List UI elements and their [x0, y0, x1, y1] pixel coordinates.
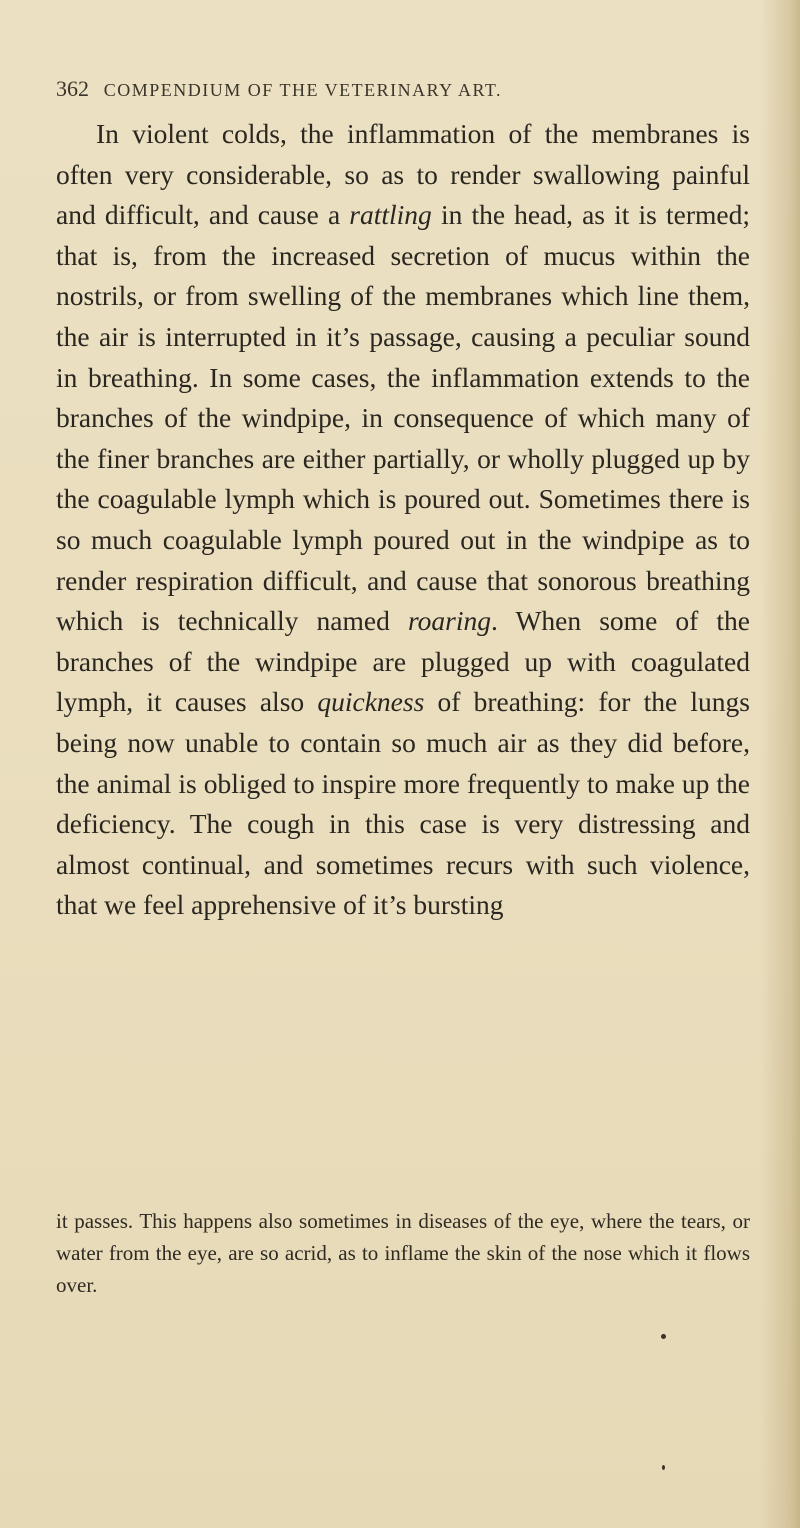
text-run: In violent colds, the inflammation of the membranes is often very considerable, so as to render swallowing painful and difficult, and cause a	[56, 118, 750, 231]
paper-speck	[661, 1334, 666, 1339]
italic-term-quickness: quickness	[317, 686, 425, 718]
running-head-title: COMPENDIUM OF THE VETERINARY ART.	[103, 80, 503, 100]
text-run: in the head, as it is termed; that is, from the increased secretion of mucus within the nostrils, or from swelling of the membranes which line them, the air is interrupted in it’s passage, causing a peculiar sound in breathing. In some cases, the inflammation extends to the branches of the windpipe, in consequence of which many of the finer branches are either partially, or wholly plugged up by the coagulable lymph which is poured out. Sometimes there is so much coagulable lymph poured out in the windpipe as to render respiration difficult, and cause that sonorous breathing which is technically named	[56, 199, 751, 637]
italic-term-roaring: roaring	[407, 605, 491, 637]
footnote	[56, 1205, 750, 1301]
text-run: . When some of the branches of the windpipe are plugged up with coagulated lymph, it causes also	[56, 605, 750, 718]
footnote-text: it passes. This happens also sometimes in diseases of the eye, where the tears, or water from the eye, are so acrid, as to inflame the skin of the nose which it flows over.	[56, 1209, 750, 1297]
page-number: 362	[56, 76, 89, 101]
text-run: of breathing: for the lungs being now unable to contain so much air as they did before, the animal is obliged to inspire more frequently to make up the deficiency. The cough in this case is very distressing and almost continual, and sometimes recurs with such violence, that we feel apprehensive of it’s bursting	[56, 686, 750, 921]
paper-speck	[662, 1465, 665, 1470]
paragraph	[56, 114, 750, 926]
main-text	[56, 114, 750, 926]
italic-term-rattling: rattling	[349, 199, 432, 231]
running-header	[56, 76, 746, 102]
